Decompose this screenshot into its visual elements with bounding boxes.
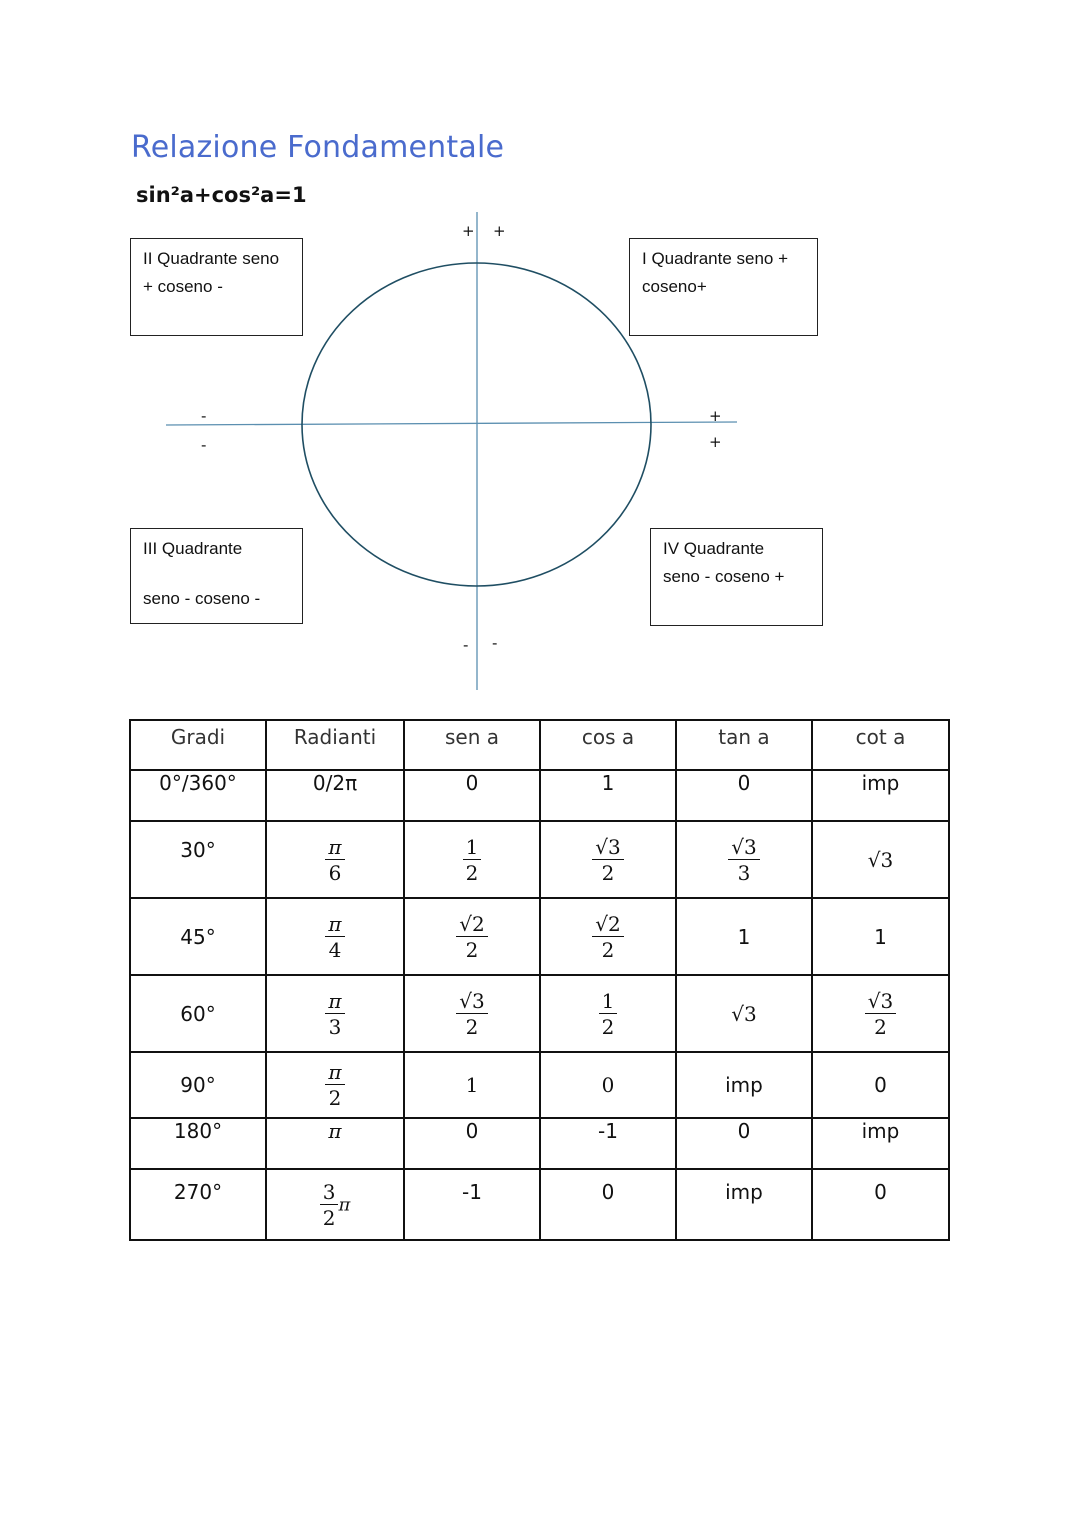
sign-left-upper: - <box>201 407 207 425</box>
table-row <box>130 1169 949 1240</box>
sign-top-left: + <box>462 222 475 240</box>
frac-num: √3 <box>865 990 896 1014</box>
header-cot: cot a <box>812 720 949 770</box>
cell-deg: 180° <box>130 1118 266 1169</box>
sign-left-lower: - <box>201 436 207 454</box>
table-row <box>130 770 949 821</box>
quadrant-i-line2: coseno+ <box>642 277 707 296</box>
fundamental-formula: sin²a+cos²a=1 <box>136 183 307 207</box>
cell-cot: 0 <box>812 1169 949 1240</box>
cell-sen: 1 <box>404 1052 540 1118</box>
quadrant-i-box <box>629 238 818 336</box>
frac-den: 2 <box>601 937 615 962</box>
quadrant-ii-line1: II Quadrante seno <box>143 249 280 268</box>
cell-tan: 0 <box>676 770 812 821</box>
quadrant-ii-line2: + coseno - <box>143 277 223 296</box>
cell-tan <box>676 821 812 898</box>
cell-tan: imp <box>676 1169 812 1240</box>
trig-values-table <box>129 719 950 1241</box>
header-gradi: Gradi <box>130 720 266 770</box>
cell-deg: 90° <box>130 1052 266 1118</box>
cell-cos <box>540 975 676 1052</box>
table-row <box>130 898 949 975</box>
cell-deg: 60° <box>130 975 266 1052</box>
cell-cos: -1 <box>540 1118 676 1169</box>
cell-cos: 1 <box>540 770 676 821</box>
cell-rad <box>266 1052 404 1118</box>
table-row <box>130 1052 949 1118</box>
frac-den: 2 <box>465 1014 479 1039</box>
cell-cos: 0 <box>540 1169 676 1240</box>
table-row <box>130 1118 949 1169</box>
frac-den: 2 <box>601 1014 615 1039</box>
quadrant-iii-box <box>130 528 303 624</box>
frac-den: 6 <box>328 860 342 885</box>
frac-num: 1 <box>463 836 482 860</box>
frac-num: √2 <box>592 913 623 937</box>
frac-num: π <box>325 836 344 860</box>
rad-suffix: π <box>338 1194 351 1215</box>
table-header-row <box>130 720 949 770</box>
quadrant-iv-line2: seno - coseno + <box>663 567 785 586</box>
sign-top-right: + <box>493 222 506 240</box>
cell-tan: 0 <box>676 1118 812 1169</box>
cell-tan: √3 <box>676 975 812 1052</box>
frac-den: 2 <box>328 1086 342 1110</box>
frac-num: √2 <box>456 913 487 937</box>
cell-rad <box>266 821 404 898</box>
cell-tan: 1 <box>676 898 812 975</box>
header-tan: tan a <box>676 720 812 770</box>
sign-bottom-right: - <box>492 634 498 652</box>
cell-sen <box>404 975 540 1052</box>
table-row <box>130 975 949 1052</box>
cell-cos: 0 <box>540 1052 676 1118</box>
sign-bottom-left: - <box>463 636 469 654</box>
frac-num: √3 <box>456 990 487 1014</box>
frac-den: 2 <box>465 937 479 962</box>
cell-tan: imp <box>676 1052 812 1118</box>
cell-rad: 0/2π <box>266 770 404 821</box>
cell-sen <box>404 898 540 975</box>
frac-num: 1 <box>599 990 618 1014</box>
frac-den: 4 <box>328 937 342 962</box>
cell-rad <box>266 975 404 1052</box>
cell-cot <box>812 975 949 1052</box>
frac-den: 3 <box>328 1014 342 1039</box>
cell-cos <box>540 898 676 975</box>
quadrant-iv-box <box>650 528 823 626</box>
cell-sen: 0 <box>404 770 540 821</box>
frac-num: π <box>325 1061 344 1085</box>
cell-deg: 30° <box>130 821 266 898</box>
header-sen: sen a <box>404 720 540 770</box>
cell-cot: imp <box>812 770 949 821</box>
header-cos: cos a <box>540 720 676 770</box>
cell-cot: 0 <box>812 1052 949 1118</box>
frac-den: 2 <box>874 1014 887 1039</box>
cell-rad <box>266 898 404 975</box>
frac-den: 3 <box>737 860 751 885</box>
cell-cos <box>540 821 676 898</box>
frac-den: 2 <box>322 1205 336 1230</box>
cell-sen <box>404 821 540 898</box>
cell-deg: 45° <box>130 898 266 975</box>
quadrant-iii-line2: seno - coseno - <box>143 589 261 608</box>
cell-cot: 1 <box>812 898 949 975</box>
quadrant-ii-box <box>130 238 303 336</box>
cell-sen: -1 <box>404 1169 540 1240</box>
cell-cot: imp <box>812 1118 949 1169</box>
quadrant-iii-line1: III Quadrante <box>143 539 243 558</box>
cell-rad: π <box>266 1118 404 1169</box>
cell-sen: 0 <box>404 1118 540 1169</box>
page-title: Relazione Fondamentale <box>131 130 505 165</box>
frac-num: 3 <box>320 1181 339 1205</box>
sign-right-upper: + <box>709 407 722 425</box>
frac-num: √3 <box>728 836 759 860</box>
cell-deg: 0°/360° <box>130 770 266 821</box>
quadrant-iv-line1: IV Quadrante <box>663 539 765 558</box>
frac-den: 2 <box>601 860 615 885</box>
frac-den: 2 <box>465 860 479 885</box>
cell-cot: √3 <box>812 821 949 898</box>
quadrant-i-line1: I Quadrante seno + <box>642 249 789 268</box>
frac-num: π <box>325 990 344 1014</box>
table-row <box>130 821 949 898</box>
cell-deg: 270° <box>130 1169 266 1240</box>
frac-num: √3 <box>592 836 623 860</box>
frac-num: π <box>325 913 344 937</box>
cell-rad <box>266 1169 404 1240</box>
header-radianti: Radianti <box>266 720 404 770</box>
sign-right-lower: + <box>709 433 722 451</box>
